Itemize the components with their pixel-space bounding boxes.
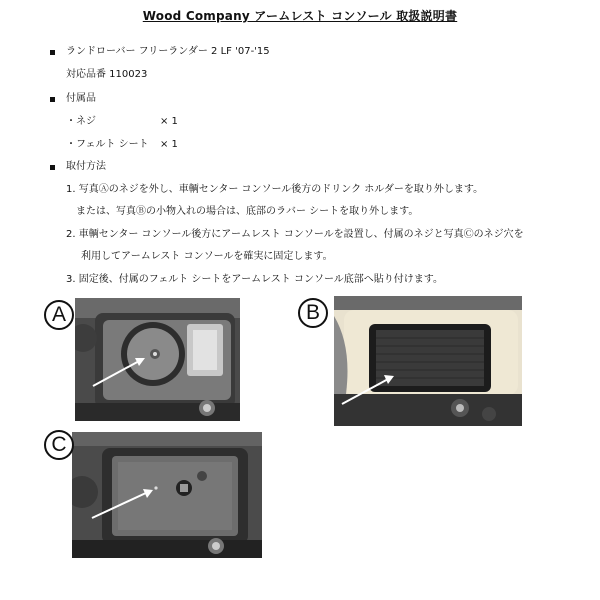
installation-heading: 取付方法: [66, 161, 106, 172]
bullet-icon: [50, 165, 55, 170]
installation-step-3: 3. 固定後、付属のフェルト シートをアームレスト コンソール底部へ貼り付けます。: [66, 274, 443, 285]
accessory-qty: × 1: [160, 139, 178, 150]
installation-step-1: 1. 写真Ⓐのネジを外し、車輌センター コンソール後方のドリンク ホルダーを取り外します。: [66, 184, 484, 195]
part-number: 対応品番 110023: [66, 69, 148, 80]
photo-b-storage-tray: [334, 296, 522, 426]
installation-step-1-alt: または、写真Ⓑの小物入れの場合は、底部のラバー シートを取り外します。: [76, 206, 419, 217]
accessories-heading: 付属品: [66, 93, 96, 104]
installation-step-2-cont: 利用してアームレスト コンソールを確実に固定します。: [81, 251, 333, 262]
model-name: ランドローバー フリーランダー 2 LF '07-'15: [66, 46, 270, 57]
photo-c-label: C: [44, 430, 74, 460]
document-title: Wood Company アームレスト コンソール 取扱説明書: [142, 9, 458, 23]
photo-c-screw-hole: [72, 432, 262, 558]
photo-a-label: A: [44, 300, 74, 330]
accessory-name: ・ネジ: [66, 116, 96, 127]
photo-b-label: B: [298, 298, 328, 328]
installation-step-2: 2. 車輌センター コンソール後方にアームレスト コンソールを設置し、付属のネジと写真Ⓒのネジ穴を: [66, 229, 524, 240]
bullet-icon: [50, 97, 55, 102]
photo-a-cup-holder: [75, 298, 240, 421]
accessory-qty: × 1: [160, 116, 178, 127]
accessory-name: ・フェルト シート: [66, 139, 149, 150]
bullet-icon: [50, 50, 55, 55]
